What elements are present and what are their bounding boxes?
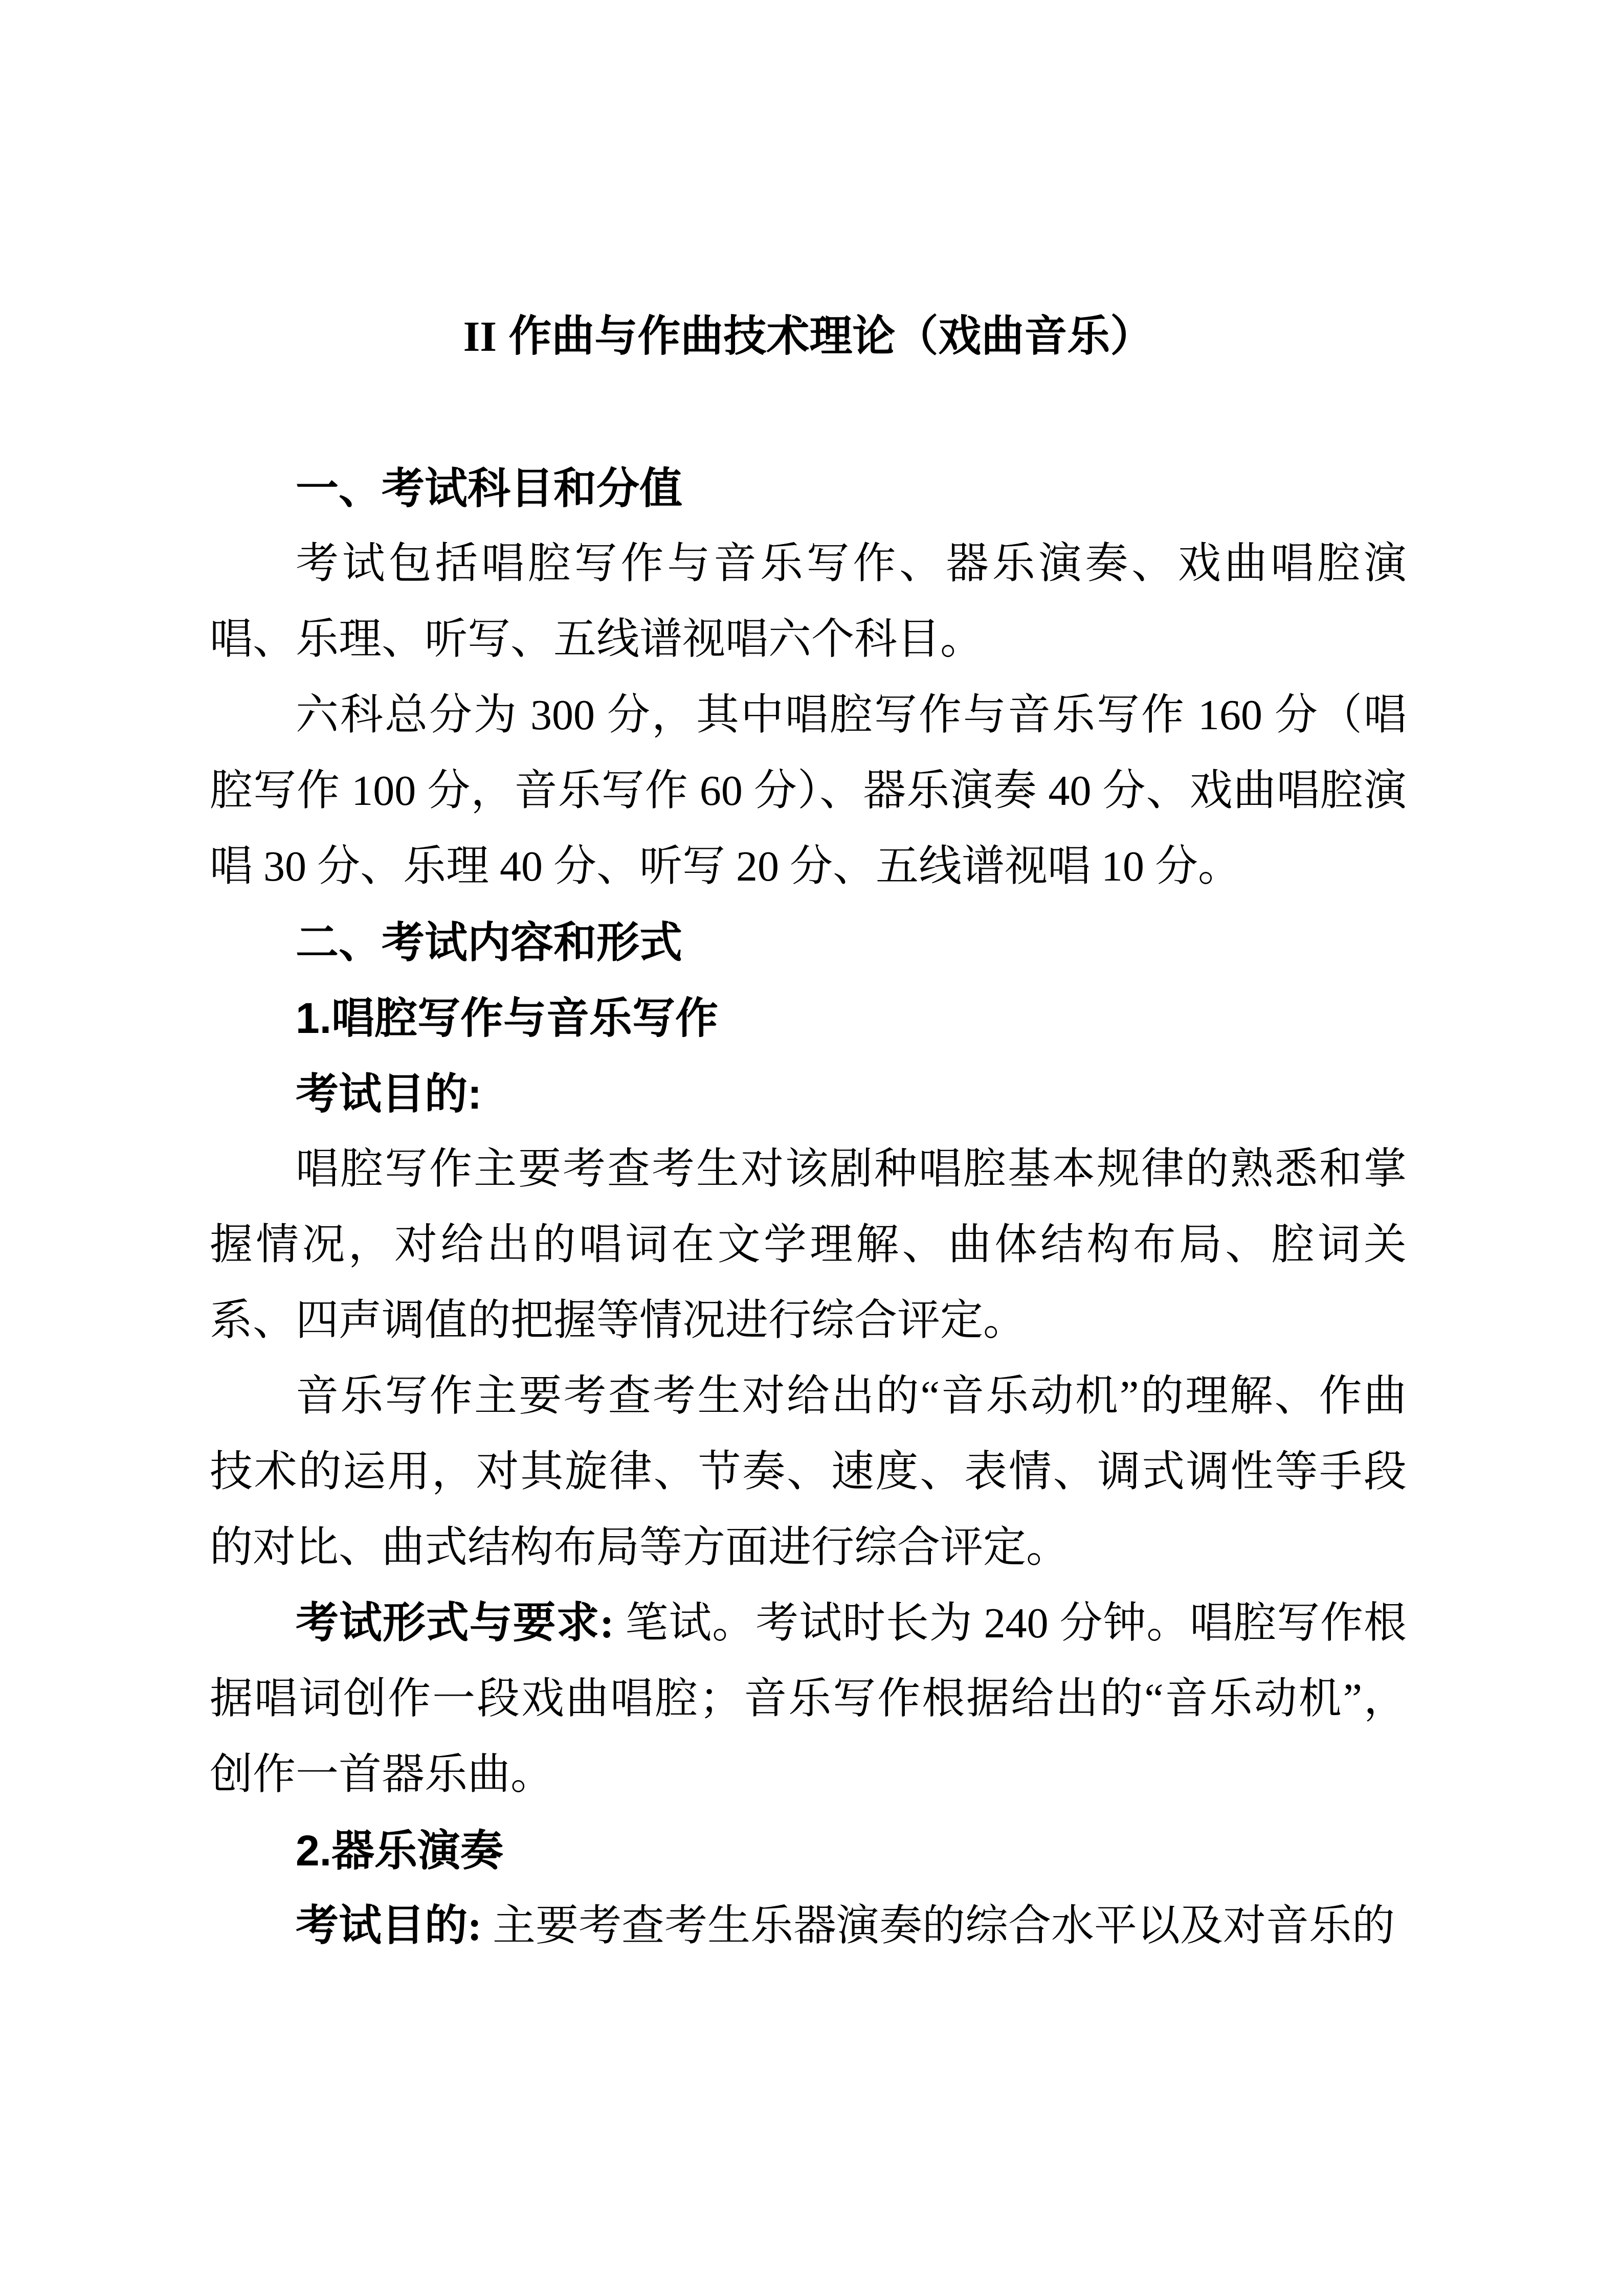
subsection-2-purpose-text: 主要考查考生乐器演奏的综合水平以及对音乐的 [481,1902,1395,1950]
title-text: 作曲与作曲技术理论（戏曲音乐） [497,312,1153,360]
section-1-paragraph-scores: 六科总分为 300 分，其中唱腔写作与音乐写作 160 分（唱腔写作 100 分，音乐写作 60 分）、器乐演奏 40 分、戏曲唱腔演唱 30 分、乐理 40 分、听写 20 分、五线谱视唱 10 分。 [210,691,1407,890]
section-1-paragraph-subjects: 考试包括唱腔写作与音乐写作、器乐演奏、戏曲唱腔演唱、乐理、听写、五线谱视唱六个科目。 [210,540,1407,663]
subsection-2-purpose-label: 考试目的: [296,1902,482,1950]
format-text: 笔试。考试时长为 240 分钟。唱腔写作根据唱词创作一段戏曲唱腔；音乐写作根据给出的“音乐动机”，创作一首器乐曲。 [210,1600,1407,1798]
format-label: 考试形式与要求: [296,1600,614,1647]
subsection-2-purpose-paragraph [210,1888,1407,1964]
subsection-1-format-paragraph [210,1586,1407,1813]
subsection-1-purpose-paragraph-vocal: 唱腔写作主要考查考生对该剧种唱腔基本规律的熟悉和掌握情况，对给出的唱词在文学理解、曲体结构布局、腔词关系、四声调值的把握等情况进行综合评定。 [210,1145,1407,1344]
section-1-heading: 一、考试科目和分值 [296,464,683,512]
subsection-1-purpose-label: 考试目的: [296,1070,482,1118]
title-numeral: II [463,313,497,361]
subsection-2-heading: 2.器乐演奏 [296,1827,504,1875]
section-2-heading: 二、考试内容和形式 [296,918,683,966]
subsection-1-purpose-paragraph-music: 音乐写作主要考查考生对给出的“音乐动机”的理解、作曲技术的运用，对其旋律、节奏、速度、表情、调式调性等手段的对比、曲式结构布局等方面进行综合评定。 [210,1372,1407,1571]
document-title [210,298,1407,375]
subsection-1-heading: 1.唱腔写作与音乐写作 [296,994,719,1042]
